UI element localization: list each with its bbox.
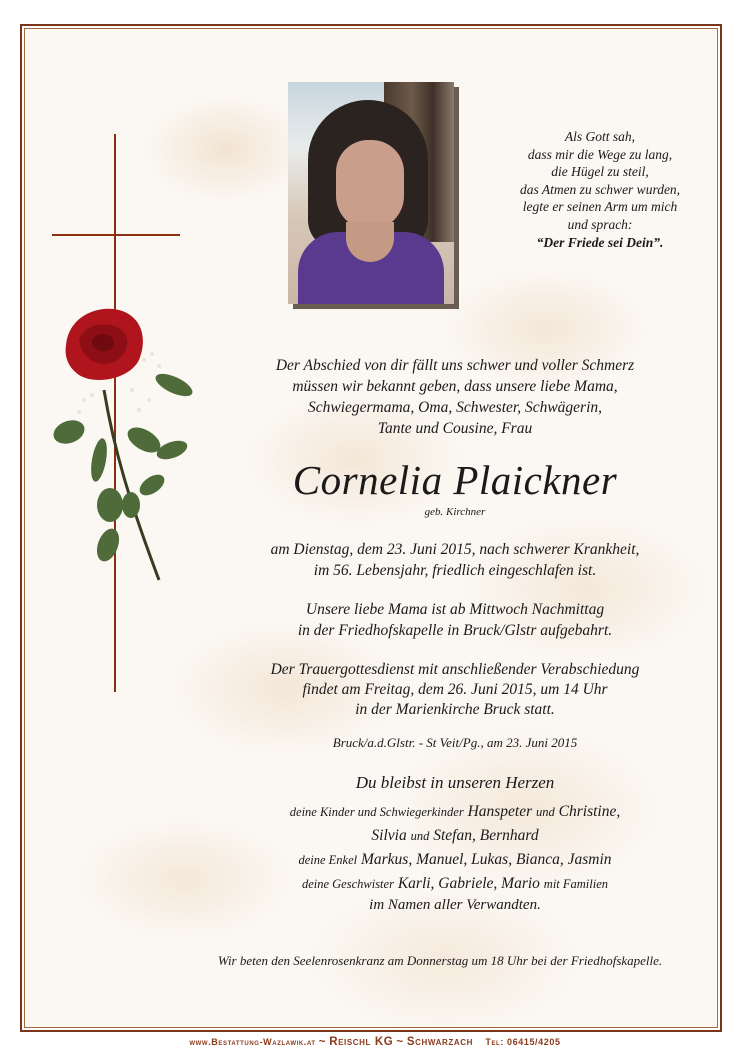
child-name: Christine, bbox=[558, 803, 621, 820]
poem-line: Als Gott sah, bbox=[564, 129, 636, 144]
all-relatives-line: im Namen aller Verwandten. bbox=[369, 897, 541, 913]
poem-line: dass mir die Wege zu lang, bbox=[527, 146, 673, 162]
footer-company: Reischl KG bbox=[329, 1036, 394, 1048]
children-line bbox=[200, 800, 710, 824]
poem-line: legte er seinen Arm um mich bbox=[522, 199, 678, 215]
child-name: Silvia bbox=[371, 827, 407, 844]
footer-website[interactable]: www.Bestattung-Wazlawik.at bbox=[189, 1037, 316, 1047]
death-notice bbox=[200, 539, 710, 581]
farewell-heading: Du bleibst in unseren Herzen bbox=[355, 773, 555, 792]
deceased-name: Cornelia Plaickner bbox=[292, 457, 618, 503]
footer-funeral-home bbox=[0, 1036, 750, 1048]
intro-line: müssen wir bekannt geben, dass unsere liebe Mama, bbox=[292, 378, 618, 395]
children-label: deine Kinder und Schwiegerkinder bbox=[289, 805, 464, 819]
photo-face bbox=[336, 140, 404, 230]
grandchildren-line bbox=[200, 848, 710, 872]
funeral-service-notice bbox=[200, 660, 710, 720]
poem bbox=[490, 128, 710, 251]
poem-line: die Hügel zu steil, bbox=[551, 164, 649, 180]
rosary-notice: Wir beten den Seelenrosenkranz am Donnerstag um 18 Uhr bei der Friedhofskapelle. bbox=[217, 953, 663, 968]
and-word: und bbox=[410, 829, 430, 843]
child-name: Hanspeter bbox=[467, 803, 533, 820]
siblings-line bbox=[200, 872, 710, 896]
siblings-suffix: mit Familien bbox=[543, 877, 609, 891]
siblings-label: deine Geschwister bbox=[301, 877, 394, 891]
service-line: in der Marienkirche Bruck statt. bbox=[355, 701, 555, 718]
cross-horizontal-bar bbox=[52, 234, 180, 236]
red-rose-icon bbox=[44, 300, 204, 590]
wake-line: in der Friedhofskapelle in Bruck/Glstr aufgebahrt. bbox=[297, 622, 613, 639]
intro-line: Schwiegermama, Oma, Schwester, Schwägerin, bbox=[307, 399, 603, 416]
service-line: Der Trauergottesdienst mit anschließender Verabschiedung bbox=[270, 661, 640, 678]
poem-closing: “Der Friede sei Dein”. bbox=[536, 234, 664, 250]
intro-line: Der Abschied von dir fällt uns schwer und voller Schmerz bbox=[275, 357, 635, 374]
poem-line: und sprach: bbox=[567, 216, 633, 232]
footer-separator: ~ bbox=[396, 1036, 404, 1048]
and-word: und bbox=[536, 805, 555, 819]
child-name: Stefan, Bernhard bbox=[433, 827, 539, 844]
wake-notice bbox=[200, 599, 710, 641]
death-line: im 56. Lebensjahr, friedlich eingeschlafen ist. bbox=[313, 562, 597, 579]
intro-text bbox=[200, 355, 710, 439]
birth-name: geb. Kirchner bbox=[424, 506, 486, 518]
footer-separator: ~ bbox=[318, 1036, 327, 1048]
death-line: am Dienstag, dem 23. Juni 2015, nach schwerer Krankheit, bbox=[270, 541, 640, 558]
family-list bbox=[200, 800, 710, 896]
children-line-2 bbox=[200, 824, 710, 848]
place-and-date: Bruck/a.d.Glstr. - St Veit/Pg., am 23. Juni 2015 bbox=[332, 735, 578, 750]
intro-line: Tante und Cousine, Frau bbox=[377, 420, 533, 437]
footer-phone: Tel: 06415/4205 bbox=[485, 1037, 561, 1047]
siblings-names: Karli, Gabriele, Mario bbox=[397, 875, 540, 892]
wake-line: Unsere liebe Mama ist ab Mittwoch Nachmittag bbox=[305, 601, 605, 618]
grandchildren-names: Markus, Manuel, Lukas, Bianca, Jasmin bbox=[360, 851, 612, 868]
poem-line: das Atmen zu schwer wurden, bbox=[519, 181, 681, 197]
service-line: findet am Freitag, dem 26. Juni 2015, um 14 Uhr bbox=[302, 681, 608, 698]
footer-town: Schwarzach bbox=[406, 1036, 473, 1048]
portrait-photo bbox=[288, 82, 454, 304]
grandchildren-label: deine Enkel bbox=[298, 853, 358, 867]
